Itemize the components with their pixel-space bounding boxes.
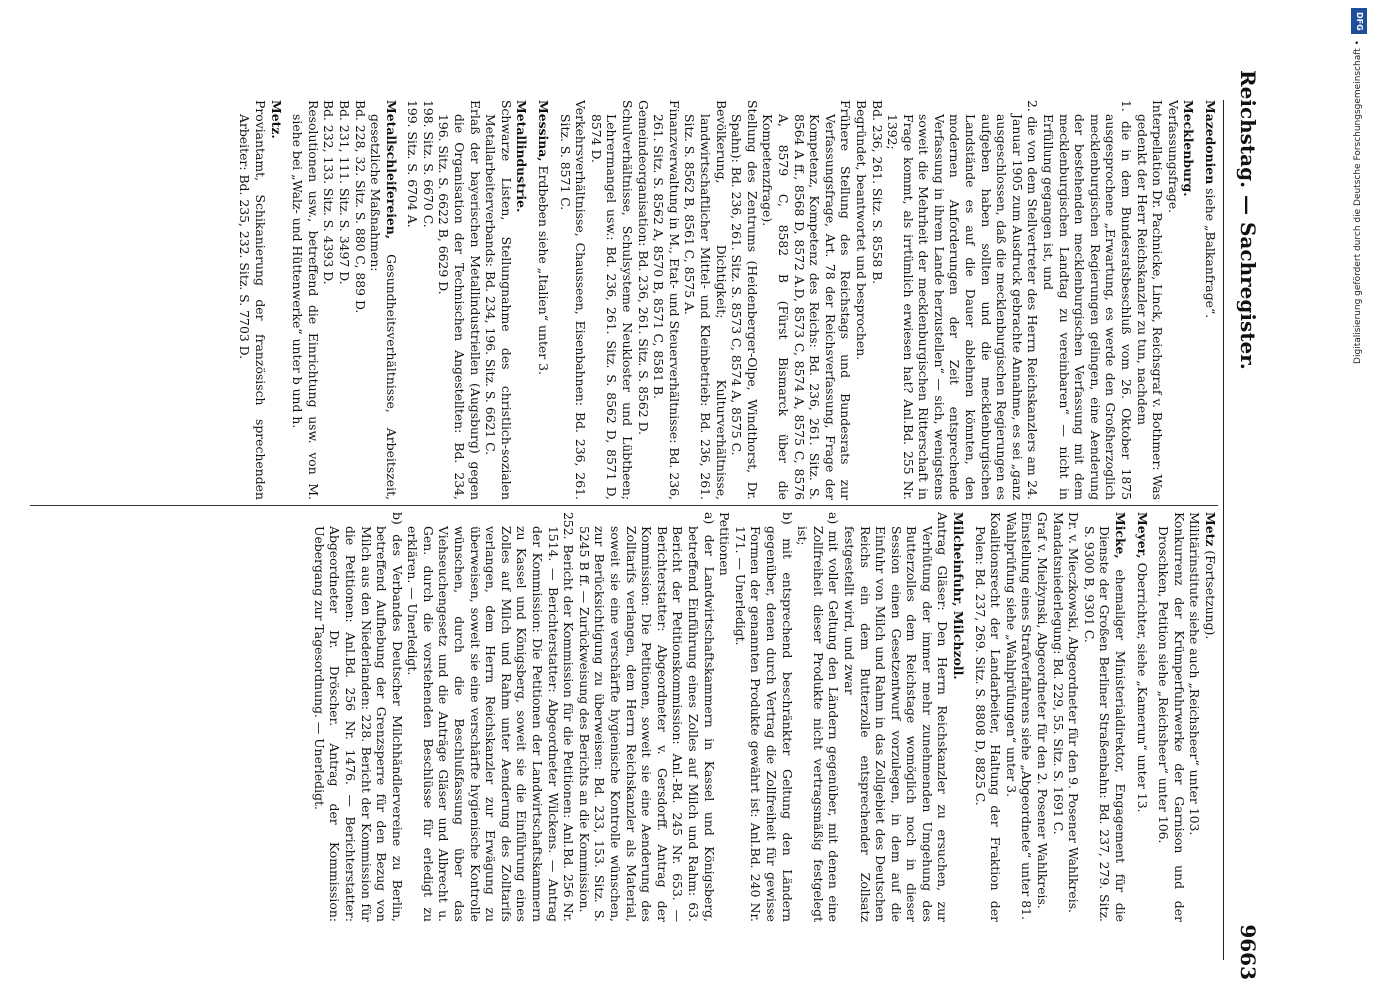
register-entry (1181, 100, 1197, 500)
entry-text: Bd. 231, 111. Sitz. S. 3497 D. (336, 100, 352, 285)
register-entry (1134, 512, 1150, 922)
register-entry (237, 100, 268, 500)
register-entry (1134, 100, 1165, 500)
register-entry (290, 100, 321, 500)
register-entry (1165, 100, 1181, 500)
entry-text: 1. die in dem Bundesratsbeschluß vom 26. Oktober 1875 ausgesprochene „Erwartung, es werde den Großherzoglich mecklenburgischen Regierungen gelingen, eine Aenderung der bestehenden mecklenburgischen Verfassung mit dem mecklenburgischen Landtag zu vereinbaren“ — nicht in Erfüllung gegangen ist, und (1041, 100, 1135, 500)
register-entry (514, 100, 530, 500)
entry-text: Proviantamt, Schikanierung der französisch sprechenden Arbeiter: Bd. 235, 232. Sitz. S. 7703 D. (237, 100, 268, 500)
entry-headword: Milcheinfuhr, Milchzoll. (951, 512, 967, 680)
header-title: Reichstag. — Sachregister. (1236, 70, 1260, 370)
entry-text: 252. Bericht der Kommission für die Petitionen: Anl.Bd. 256 Nr. 1514. — Berichterstatter: Abgeordneter Wilckens. — Antrag der Kommission: Die Petitionen der Landwirtschaftskammern zu Kassel und Königsberg, soweit sie die Einführung eines Zolles auf Milch und Rahm unter Aenderung des Zolltarifs verlangen, dem Herrn Reichskanzler zur Erwägung zu überweisen, soweit sie eine verschärfte hygienische Kontrolle wünschen, durch die Beschlußfassung über das Viehseuchengesetz und die Anträge Gläser und Albrecht u. Gen. durch die vorstehenden Beschlüsse für erledigt zu erklären. — Unerledigt. (405, 512, 577, 922)
register-entry (1187, 512, 1203, 922)
register-entry (352, 100, 368, 500)
entry-text: 2. die von dem Stellvertreter des Herrn Reichskanzlers am 24. Januar 1905 zum Ausdruck gebrachte Annahme, es sei „ganz ausgeschlossen, daß die mecklenburgischen Regierungen es aufgeben haben sollten und die mecklenburgischen Landstände es auf die Dauer ablehnen könnten, den modernen Anforderungen der Zeit entsprechende Verfassung in ihrem Lande herzustellen“ — sich, wenigstens soweit die Mehrheit der mecklenburgischen Ritterschaft in Frage kommt, als irrtümlich erwiesen hat? Anl.Bd. 255 Nr. 1392; (885, 100, 1041, 500)
entry-headword: Metz (1203, 512, 1218, 547)
entry-text: Schwarze Listen, Stellungnahme des christlich-sozialen Metallarbeiterverbands: Bd. 234, 196. Sitz. S. 6621 C. (483, 100, 514, 500)
entry-text: Graf v. Mielżynski, Abgeordneter für den 2. Posener Wahlkreis. (1035, 512, 1051, 909)
register-entry (405, 512, 577, 922)
entry-headword: Metz. (268, 100, 284, 139)
register-entry (368, 100, 399, 500)
entry-headword: Messina, (536, 100, 552, 162)
register-entry (1034, 512, 1050, 922)
column-divider (30, 505, 1218, 506)
register-entry (436, 100, 483, 500)
register-entry (682, 100, 729, 500)
register-entry (321, 100, 337, 500)
entry-text: Gesundheitsverhältnisse, Arbeitszeit, gesetzliche Maßnahmen: (368, 114, 399, 500)
register-entry (951, 512, 967, 922)
page-number: 9663 (1236, 924, 1260, 980)
register-entry (760, 100, 854, 500)
register-entry (635, 100, 651, 500)
register-entry (1081, 512, 1128, 922)
entry-text: b) mit entsprechend beschränkter Geltung den Ländern gegenüber, denen durch Vertrag die Zollfreiheit für gewisse Formen der genannten Produkte gewährt ist: Anl.Bd. 240 Nr. 171. — Unerledigt. (732, 512, 795, 922)
register-entry (405, 100, 421, 500)
register-entry (420, 100, 436, 500)
entry-text: b) des Verbandes Deutscher Milchhändlervereine zu Berlin, betreffend Aufhebung der Grenzsperre für den Bezug von Milch aus den Niederlanden: 228. Bericht der Kommission für die Petitionen: Anl.Bd. 256 Nr. 1476. — Berichterstatter: Abgeordneter Dr. Dröscher. Antrag der Kommission: Uebergang zur Tagesordnung. — Unerledigt. (311, 512, 405, 922)
entry-text: ehemaliger Ministerialdirektor, Engagement für die Dienste der Großen Berliner Straßenbahn: Bd. 237, 279. Sitz. S. 9300 B, 9301 C. (1081, 526, 1129, 922)
register-entry (729, 100, 760, 500)
left-column (20, 100, 1218, 500)
entry-text: Oberrichter, siehe „Kamerun“ unter 13. (1134, 558, 1150, 813)
entry-text: Bevölkerung, Dichtigkeit; Kulturverhältnisse, landwirtschaftlicher Mittel- und Kleinbetrieb: Bd. 236, 261. Sitz. S. 8562 B, 8561 C, 8575 A. (682, 100, 729, 500)
entry-text: a) der Landwirtschaftskammern in Kassel und Königsberg, betreffend Einführung eines Zolles auf Milch und Rahm: 63. Bericht der Petitionskommission: Anl.-Bd. 245 Nr. 653. — Berichterstatter: Abgeordneter v. Gersdorff. Antrag der Kommission: Die Petitionen, soweit sie eine Aenderung des Zolltarifs verlangen, dem Herrn Reichskanzler als Material, soweit sie eine verschärfte hygienische Kontrolle wünschen, zur Berücksichtigung zu überweisen: Bd. 233, 153. Sitz. S. 5245 B ff. — Zurückweisung des Berichts an die Kommission. (576, 512, 717, 922)
entry-headword: Micke, (1113, 512, 1129, 559)
register-entry (972, 512, 1003, 922)
entry-text: Frühere Stellung des Reichstags und Bundesrats zur Verfassungsfrage, Art. 78 der Reichsverfassung, Frage der Kompetenz, Kompetenz des Reichs: Bd. 236, 261. Sitz. S. 8564 A ff., 8568 D, 8572 A.D, 8573 C, 8574 A, 8575 C, 8576 A, 8579 C, 8582 B (Fürst Bismarck über die Kompetenzfrage). (760, 100, 854, 500)
entry-text: Petitionen (717, 512, 733, 576)
right-column (20, 512, 1218, 922)
register-entry (651, 100, 682, 500)
entry-text: Militärinstitute siehe auch „Reichsheer“ unter 103. (1187, 512, 1203, 836)
register-entry (853, 100, 869, 500)
register-entry (483, 100, 514, 500)
entry-text: siehe „Balkanfrage“. (1203, 184, 1218, 319)
entry-text: Einstellung eines Strafverfahrens siehe „Abgeordnete“ unter 81. (1019, 512, 1035, 920)
entry-text: Erdbeben siehe „Italien“ unter 3. (536, 161, 552, 375)
entry-text: Wahlprüfung siehe „Wahlprüfungen“ unter 3. (1003, 512, 1019, 797)
register-entry (1156, 512, 1187, 922)
entry-text: Bd. 228, 32. Sitz. S. 880 C, 889 D. (352, 100, 368, 314)
entry-text: Konkurrenz der Krümperfuhrwerke der Garnison und der Droschken, Petition siehe „Reichsheer“ unter 106. (1156, 512, 1187, 922)
entry-text: Dr. v. Mieczkowski, Abgeordneter für den 9. Posener Wahlkreis. (1066, 512, 1082, 913)
entry-text: Finanzverwaltung in M., Etat- und Steuerverhältnisse: Bd. 236, 261. Sitz. S. 8562 A, 8570 B, 8571 C, 8581 B. (651, 100, 682, 500)
digitization-note: Digitalisierung gefördert durch die Deutsche Forschungsgemeinschaft • (1353, 40, 1363, 364)
register-entry (869, 100, 885, 500)
register-entry (1003, 512, 1019, 922)
entry-text: Antrag Gläser: Den Herrn Reichskanzler zu ersuchen, zur Verhütung der immer mehr zunehmenden Umgehung des Butterzolles dem Reichstage womöglich noch in dieser Session einen Gesetzentwurf vorzulegen, in dem auf die Einfuhr von Milch und Rahm in das Zollgebiet des Deutschen Reichs ein dem Butterzolle entsprechender Zollsatz festgestellt wird, und zwar (841, 512, 951, 922)
entry-text: Interpellation Dr. Pachnicke, Linck, Reichsgraf v. Bothmer: Was gedenkt der Herr Reichskanzler zu tun, nachdem (1134, 100, 1166, 500)
register-entry (557, 100, 588, 500)
register-entry (588, 100, 635, 500)
entry-text: Koalitionsrecht der Landarbeiter, Haltung der Fraktion der Polen: Bd. 237, 269. Sitz. S. 8808 D, 8825 C. (972, 512, 1004, 922)
register-entry (795, 512, 842, 922)
register-entry (1202, 512, 1218, 922)
entry-text: Resolutionen usw., betreffend die Einrichtung usw. von M. siehe bei „Walz- und Hüttenwerke“ unter b und h. (290, 100, 321, 500)
register-entry (1202, 100, 1218, 500)
entry-text: Mandatsniederlegung: Bd. 229, 55. Sitz. S. 1691 C. (1050, 512, 1066, 835)
dfg-logo: DFG (1351, 8, 1367, 34)
entry-text: a) mit voller Geltung den Ländern gegenüber, mit denen eine Zollfreiheit dieser Produkte nicht vertragsmäßig festgelegt ist; (795, 512, 842, 922)
register-entry (1019, 512, 1035, 922)
entry-headword: Metallindustrie. (514, 100, 530, 213)
entry-text: Gemeindeorganisation: Bd. 236, 261. Sitz. S. 8562 D. (635, 100, 651, 436)
entry-text: 198. Sitz. S. 6670 C. (420, 100, 436, 228)
entry-text: (Fortsetzung). (1203, 546, 1218, 640)
register-entry (1040, 100, 1134, 500)
register-entry (1066, 512, 1082, 922)
header-rule (1223, 100, 1224, 960)
page-header (1230, 70, 1260, 980)
entry-text: Bd. 232, 133. Sitz. S. 4393 D. (321, 100, 337, 285)
entry-headword: Mazedonien (1203, 100, 1218, 185)
register-entry (1050, 512, 1066, 922)
entry-text: 199. Sitz. S. 6704 A. (405, 100, 421, 228)
digitization-stamp (1323, 0, 1383, 1000)
entry-text: Begründet, beantwortet und besprochen. (853, 100, 869, 361)
entry-text: Verkehrsverhältnisse, Chausseen, Eisenbahnen: Bd. 236, 261. Sitz. S. 8571 C. (557, 100, 589, 500)
register-entry (311, 512, 405, 922)
entry-text: Verfassungsfrage. (1165, 100, 1181, 214)
entry-text: Schulverhältnisse, Schulsysteme Neukloster und Lübtheen; Lehrermangel usw.: Bd. 236, 261. Sitz. S. 8562 D, 8571 D, 8574 D. (588, 100, 636, 500)
entry-headword: Metallschleifereien, (383, 100, 399, 240)
register-entry (576, 512, 716, 922)
register-entry (535, 100, 551, 500)
entry-headword: Mecklenburg. (1181, 100, 1197, 197)
register-entry (732, 512, 794, 922)
register-entry (336, 100, 352, 500)
entry-headword: Meyer, (1134, 512, 1150, 559)
register-entry (717, 512, 733, 922)
register-entry (885, 100, 1041, 500)
entry-text: Stellung des Zentrums (Heidenberger-Olpe, Windthorst, Dr. Spahn): Bd. 236, 261. Sitz. S. 8573 C, 8574 A, 8575 C. (729, 100, 760, 500)
register-entry (268, 100, 284, 500)
entry-text: Bd. 236, 261. Sitz. S. 8558 B. (869, 100, 885, 285)
register-entry (841, 512, 950, 922)
entry-text: Erlaß der bayerischen Metallindustriellen (Augsburg) gegen die Organisation der Technischen Angestellten: Bd. 234, 196. Sitz. S. 6622 B, 6629 D. (436, 100, 483, 500)
